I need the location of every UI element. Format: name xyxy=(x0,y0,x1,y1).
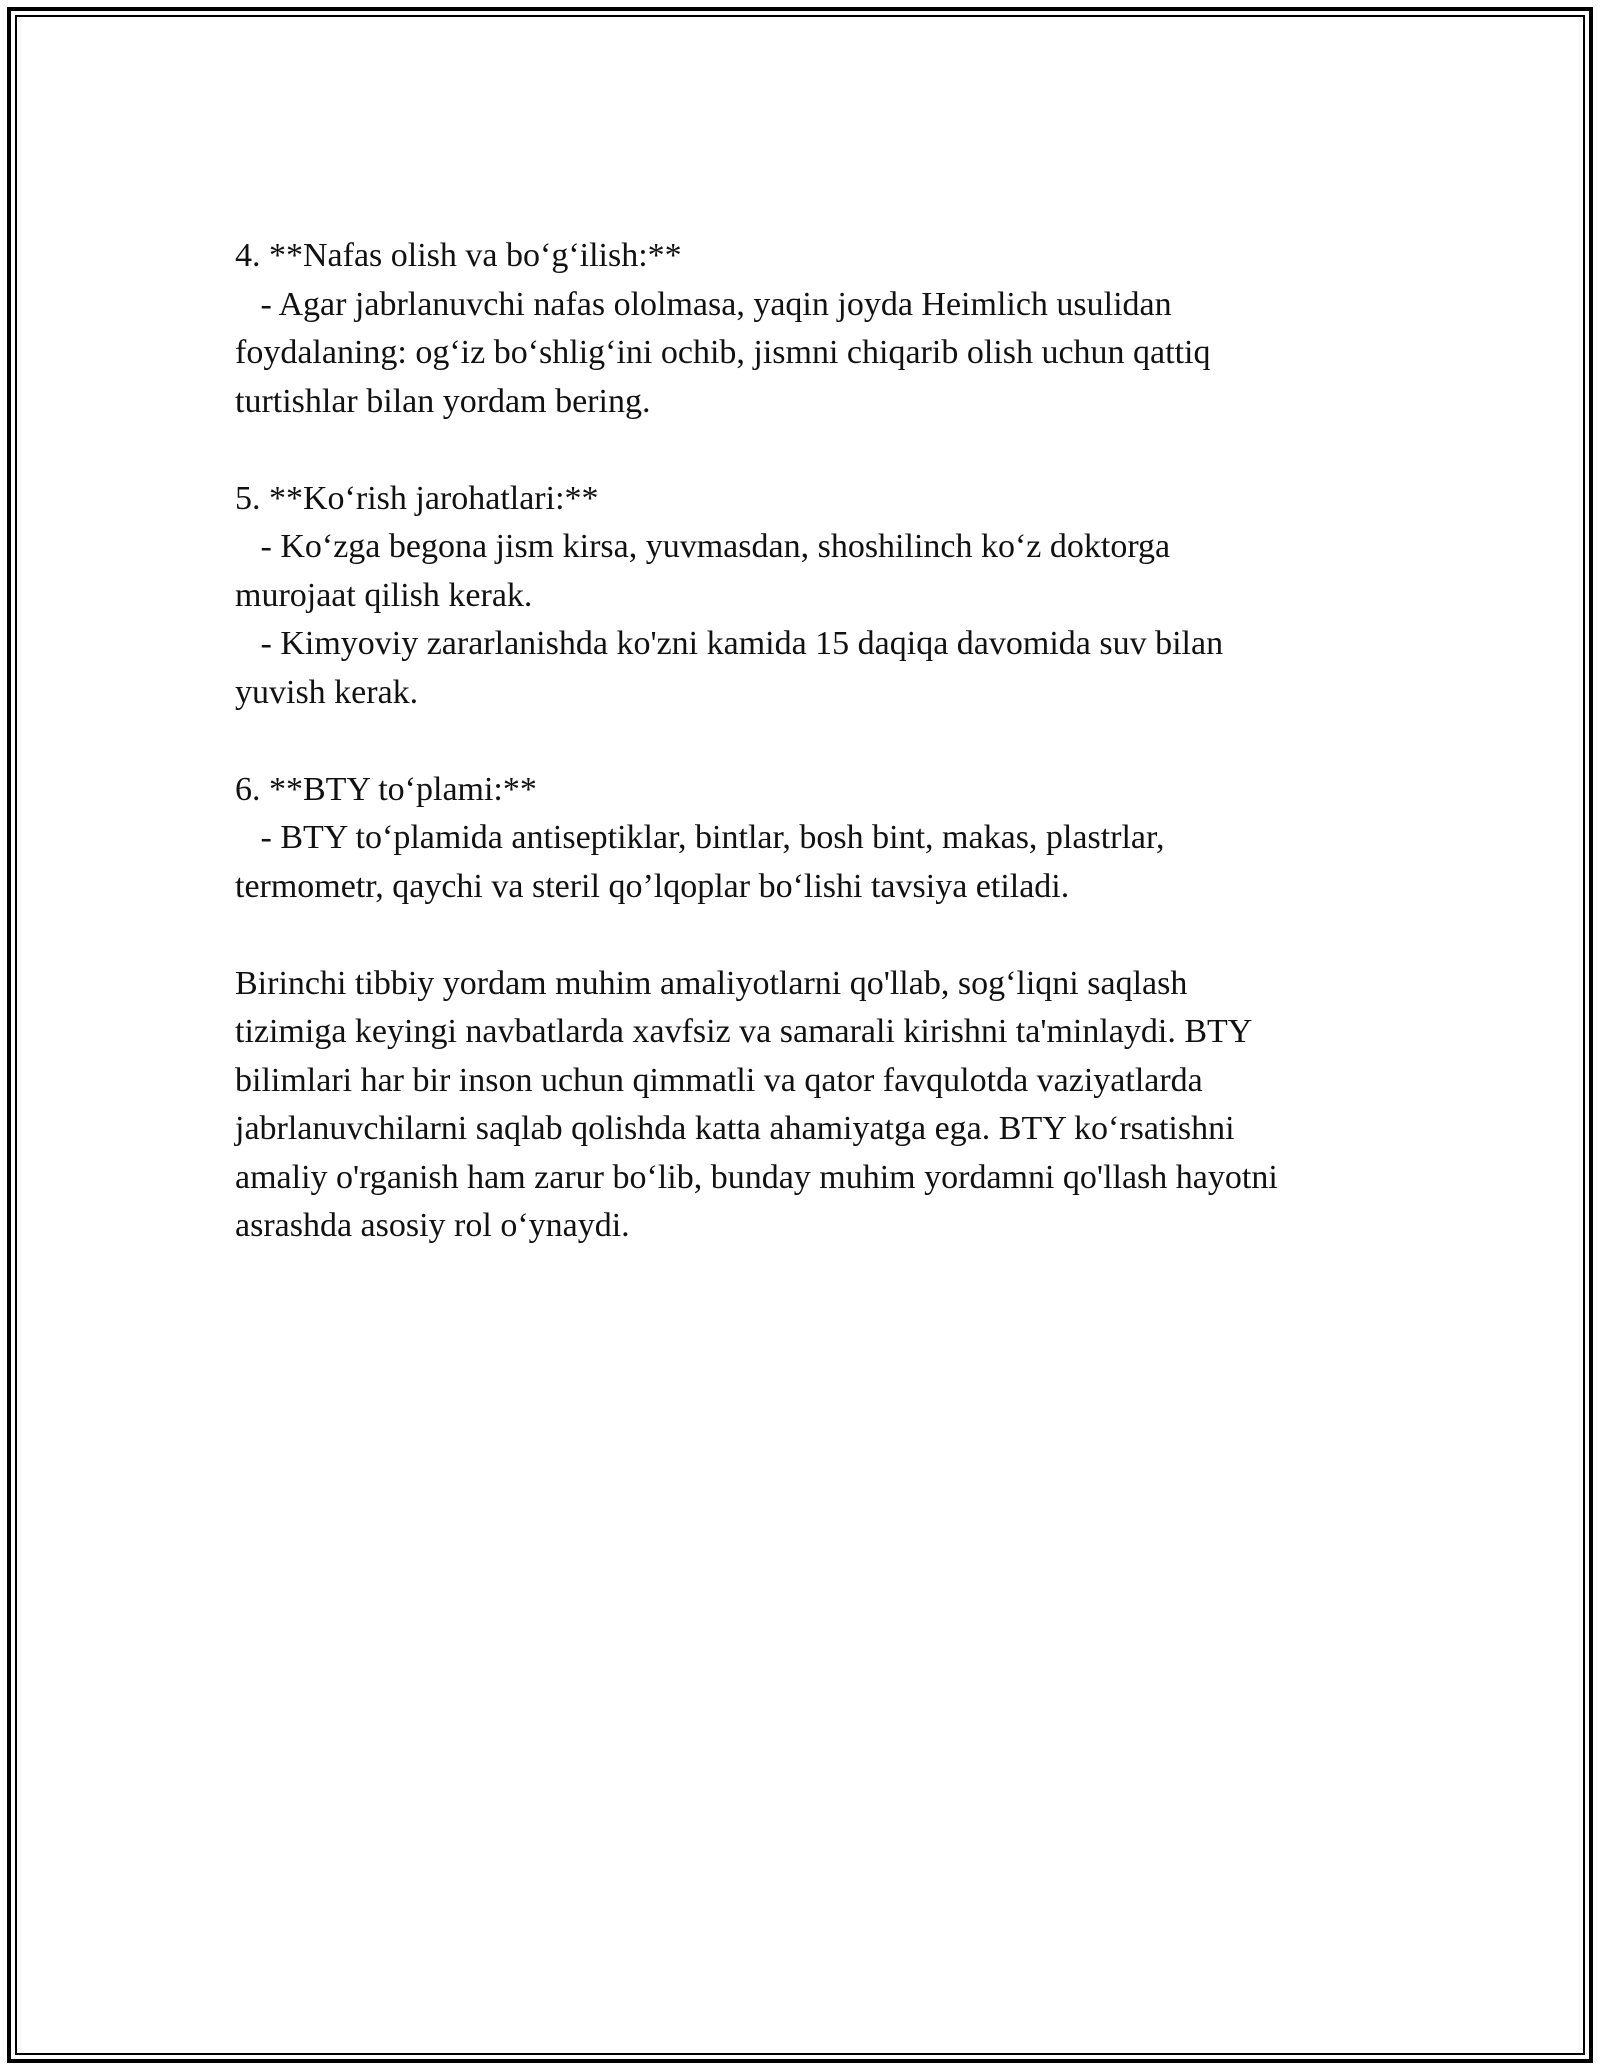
conclusion-line: bilimlari har bir inson uchun qimmatli va qator favqulotda vaziyatlarda xyxy=(235,1061,1203,1099)
section-line: - Ko‘zga begona jism kirsa, yuvmasdan, shoshilinch ko‘z doktorga xyxy=(235,528,1171,565)
section-line: foydalaning: og‘iz bo‘shlig‘ini ochib, jismni chiqarib olish uchun qattiq xyxy=(235,334,1211,371)
paragraph-gap xyxy=(235,911,1375,960)
paragraph-gap xyxy=(235,717,1375,766)
section-line: - Agar jabrlanuvchi nafas ololmasa, yaqin joyda Heimlich usulidan xyxy=(235,285,1172,323)
document-body xyxy=(235,232,1375,1251)
conclusion-line: asrashda asosiy rol o‘ynaydi. xyxy=(235,1207,630,1244)
section-line: termometr, qaychi va steril qo’lqoplar bo‘lishi tavsiya etiladi. xyxy=(235,867,1070,905)
section-eye-injuries xyxy=(235,475,1375,718)
conclusion-line: tizimiga keyingi navbatlarda xavfsiz va samarali kirishni ta'minlaydi. BTY xyxy=(235,1013,1253,1050)
section-heading: 6. **BTY to‘plami:** xyxy=(235,770,537,808)
section-first-aid-kit xyxy=(235,766,1375,912)
conclusion-paragraph xyxy=(235,960,1375,1251)
section-line: murojaat qilish kerak. xyxy=(235,576,533,614)
section-line: turtishlar bilan yordam bering. xyxy=(235,382,651,420)
section-heading: 5. **Ko‘rish jarohatlari:** xyxy=(235,479,599,517)
section-line: - Kimyoviy zararlanishda ko'zni kamida 15 daqiqa davomida suv bilan xyxy=(235,625,1224,662)
conclusion-line: amaliy o'rganish ham zarur bo‘lib, bunday muhim yordamni qo'llash hayotni xyxy=(235,1158,1278,1196)
section-line: - BTY to‘plamida antiseptiklar, bintlar, bosh bint, makas, plastrlar, xyxy=(235,819,1165,856)
section-breathing-choking xyxy=(235,232,1375,426)
conclusion-line: jabrlanuvchilarni saqlab qolishda katta ahamiyatga ega. BTY ko‘rsatishni xyxy=(235,1110,1235,1147)
conclusion-line: Birinchi tibbiy yordam muhim amaliyotlarni qo'llab, sog‘liqni saqlash xyxy=(235,964,1188,1002)
section-heading: 4. **Nafas olish va bo‘g‘ilish:** xyxy=(235,237,682,274)
section-line: yuvish kerak. xyxy=(235,673,419,711)
paragraph-gap xyxy=(235,426,1375,475)
